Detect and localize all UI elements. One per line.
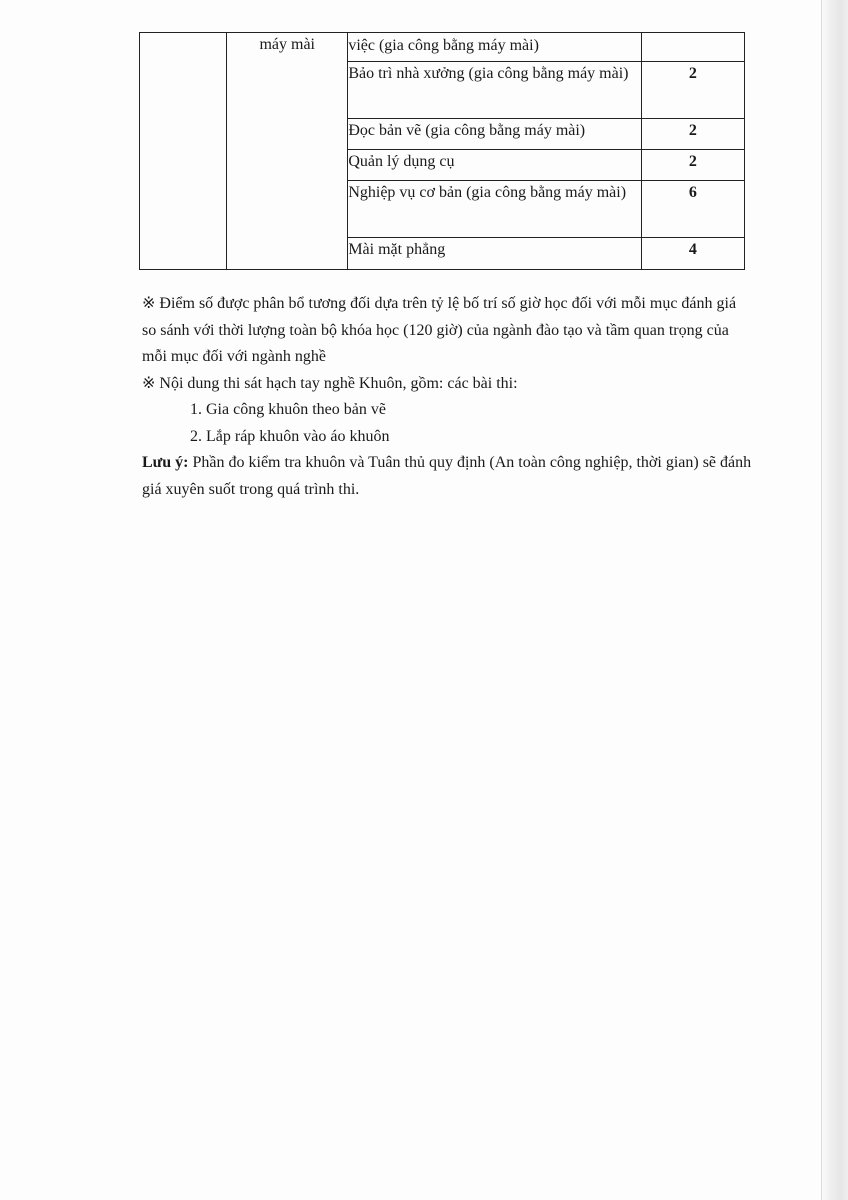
item-cell: việc (gia công bằng máy mài): [348, 33, 641, 62]
remark-label: Lưu ý:: [142, 454, 189, 471]
remark-text: Phần đo kiểm tra khuôn và Tuân thủ quy định (An toàn công nghiệp, thời gian) sẽ đánh giá xuyên suốt trong quá trình thi.: [142, 454, 752, 498]
scoring-note: ※ Điểm số được phân bổ tương đối dựa trên tỷ lệ bố trí số giờ học đối với mỗi mục đánh giá so sánh với thời lượng toàn bộ khóa học (120 giờ) của ngành đào tạo và tầm quan trọng của mỗi mục đối với ngành nghề: [142, 295, 737, 365]
exam-content-note: ※ Nội dung thi sát hạch tay nghề Khuôn, gồm: các bài thi:: [142, 374, 518, 392]
notes-section: [142, 291, 752, 503]
table-row: [140, 33, 745, 62]
item-cell: Đọc bản vẽ (gia công bằng máy mài): [348, 119, 641, 150]
table-cell-blank: [140, 33, 227, 270]
scoring-table: [139, 32, 745, 270]
item-cell: Quản lý dụng cụ: [348, 150, 641, 181]
score-cell: 2: [641, 62, 744, 119]
scan-edge: [822, 0, 848, 1200]
score-cell: 4: [641, 238, 744, 270]
score-cell: 2: [641, 119, 744, 150]
score-cell: 2: [641, 150, 744, 181]
score-cell: [641, 33, 744, 62]
item-cell: Bảo trì nhà xưởng (gia công bằng máy mài): [348, 62, 641, 119]
exam-item: 1. Gia công khuôn theo bản vẽ: [190, 401, 386, 418]
item-cell: Mài mặt phẳng: [348, 238, 641, 270]
category-cell: máy mài: [227, 33, 348, 270]
remark-paragraph: [142, 450, 752, 503]
item-cell: Nghiệp vụ cơ bản (gia công bằng máy mài): [348, 181, 641, 238]
exam-item: 2. Lắp ráp khuôn vào áo khuôn: [190, 427, 390, 445]
score-cell: 6: [641, 181, 744, 238]
